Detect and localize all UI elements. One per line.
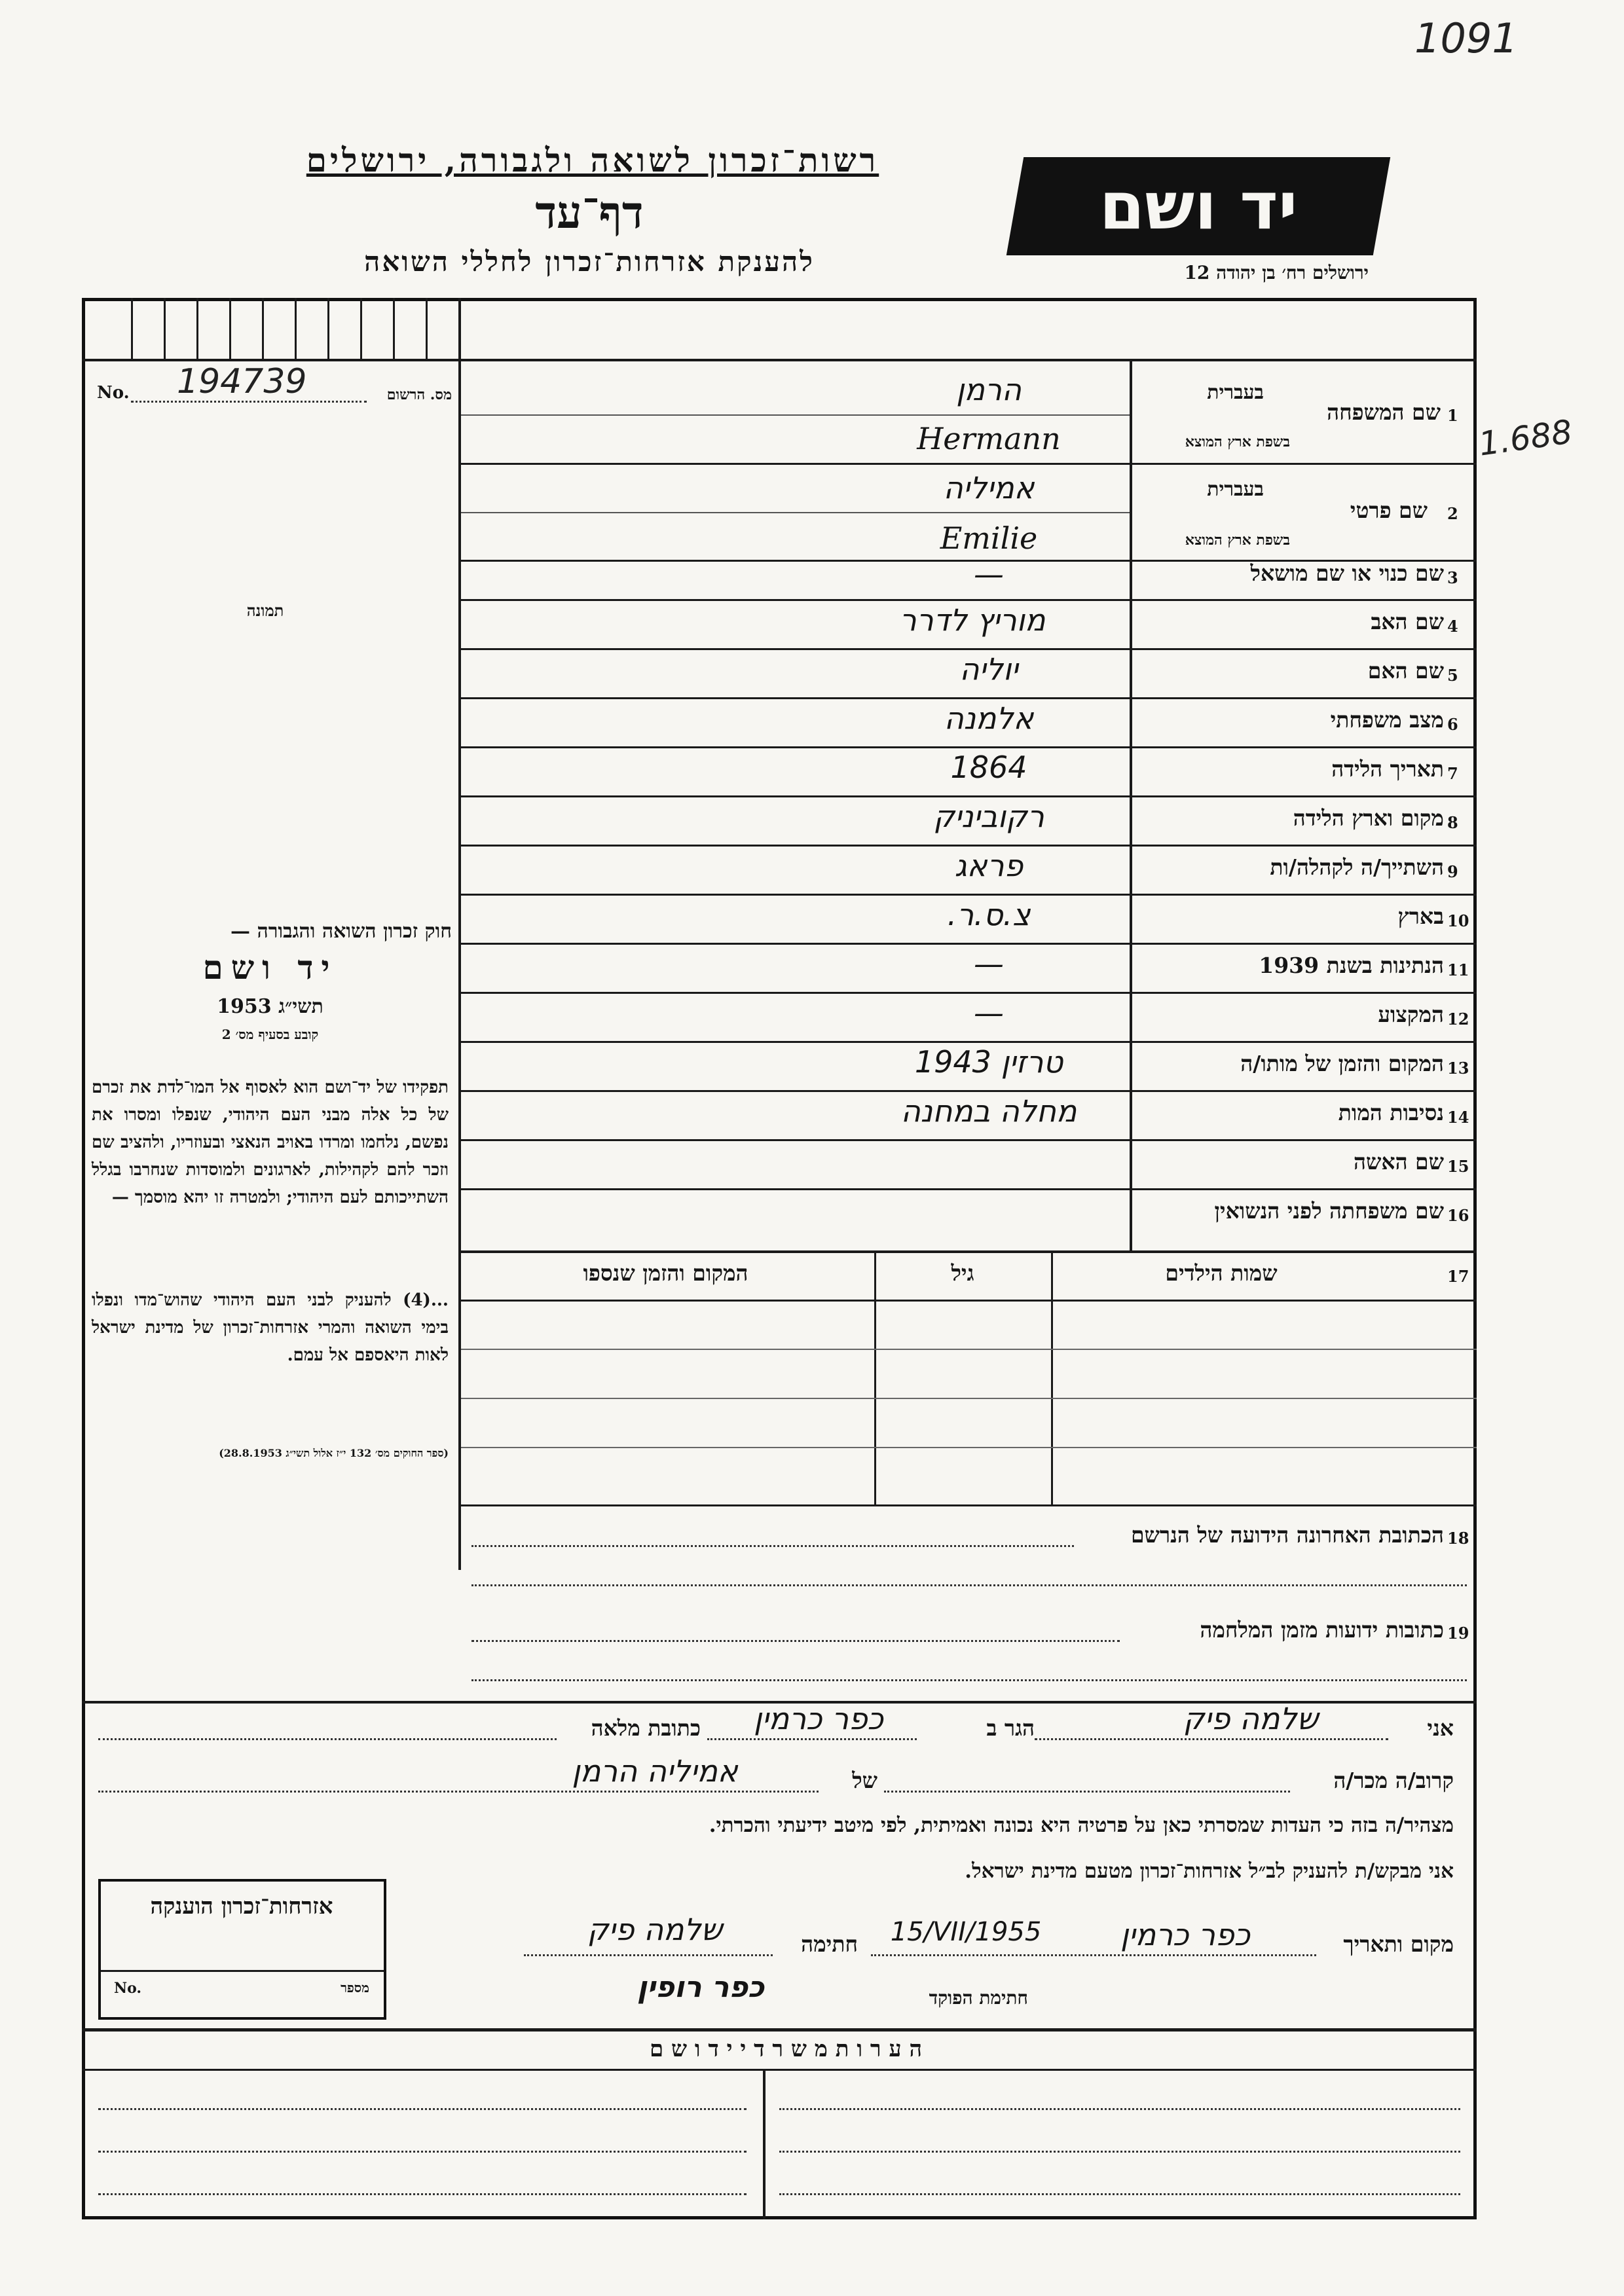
decl-of-name: אמיליה הרמן <box>572 1753 738 1789</box>
decl-signature-label: חתימה <box>801 1931 858 1957</box>
field-19-number: 19 <box>1447 1624 1469 1643</box>
registration-number: 194739 <box>177 362 307 401</box>
field-value: 1864 <box>950 750 1027 785</box>
decl-hagar: הגר ב <box>986 1715 1035 1741</box>
archive-number: 1091 <box>1414 14 1518 62</box>
law-paragraph-2: ...(4) להעניק לבני העם היהודי שהוש־מדו ונפלו בימי השואה והמרי אזרחות־זכרון של מדינת ישראל לאות היאספם אל עמם. <box>92 1290 449 1365</box>
decl-officer-label: חתימת הפוקד <box>929 1987 1028 2009</box>
field-number: 3 <box>1447 568 1458 587</box>
photo-label: תמונה <box>246 601 284 620</box>
field-number: 4 <box>1447 617 1458 636</box>
field-value: רקוביניק <box>933 799 1044 834</box>
field-label: בארץ <box>1397 903 1444 929</box>
field-value-hebrew: אמיליה <box>943 470 1035 505</box>
decl-line3: מצהיר/ה בזה כי העדות שמסרתי כאן על פרטיה היא נכונה ואמיתית, לפי מיטב ידיעתי והכרתי. <box>709 1813 1454 1837</box>
field-number: 2 <box>1447 504 1458 523</box>
remarks-title: ה ע ר ו ת מ ש ר ד י י ד ו ש ם <box>649 2036 923 2062</box>
field-label: השתייך/ה לקהלה/ות <box>1270 854 1444 880</box>
children-col-place: המקום והזמן שנספו <box>583 1260 748 1286</box>
decl-of: של <box>852 1768 877 1793</box>
yad-vashem-logo <box>1006 157 1390 255</box>
field-label: מצב משפחתי <box>1330 707 1444 733</box>
field-19-label: כתובות ידועות מזמן המלחמה <box>1200 1617 1444 1643</box>
field-number: 9 <box>1447 862 1458 881</box>
decl-signature-value: שלמה פיק <box>587 1912 723 1947</box>
field-number: 15 <box>1447 1157 1469 1176</box>
field-number: 13 <box>1447 1059 1469 1078</box>
field-value-origin: Emilie <box>940 520 1038 556</box>
field-value: יוליה <box>959 651 1018 687</box>
field-label: שם האם <box>1367 658 1444 683</box>
field-number: 11 <box>1447 960 1469 979</box>
form-title: דף־עד <box>535 187 644 239</box>
award-title: אזרחות־זכרון הוענקה <box>150 1893 333 1920</box>
field-number: 5 <box>1447 666 1458 685</box>
lang-origin-1: בשפת ארץ המוצא <box>1185 433 1290 450</box>
decl-full-address: כתובת מלאה <box>591 1715 701 1741</box>
law-title: חוק זכרון השואה והגבורה — <box>231 920 452 943</box>
decl-ani: אני <box>1427 1715 1454 1741</box>
field-label: מקום וארץ הלידה <box>1293 805 1444 831</box>
field-value-origin: Hermann <box>917 421 1061 456</box>
field-number: 6 <box>1447 715 1458 734</box>
law-source: (ספר החוקים מס׳ 132 י״ז אלול תשי״ג 28.8.1953) <box>219 1447 449 1459</box>
decl-place: כפר כרמין <box>754 1701 883 1736</box>
field-label: המקום והזמן של מותו/ה <box>1240 1051 1444 1076</box>
decl-place-value: כפר כרמין <box>1120 1917 1250 1952</box>
field-label: שם כנוי או שם מושאל <box>1250 560 1444 586</box>
field-label: נסיבות המות <box>1338 1100 1444 1125</box>
decl-stamp: כפר רופין <box>637 1971 765 2004</box>
field-label: הנתינות בשנת 1939 <box>1259 953 1444 978</box>
field-number: 12 <box>1447 1010 1469 1029</box>
side-number: 1.688 <box>1476 412 1575 464</box>
decl-place-date-label: מקום ותאריך <box>1343 1931 1454 1957</box>
decl-line4: אני מבקש/ת להעניק לב״ל אזרחות־זכרון מטעם מדינת ישראל. <box>965 1859 1454 1883</box>
award-box <box>98 1879 386 2020</box>
law-clause: קובע בסעיף מס׳ 2 <box>221 1027 319 1042</box>
field-label: שם האשה <box>1354 1149 1444 1175</box>
decl-relative: קרוב/ה מכר/ה <box>1333 1768 1454 1793</box>
field-value: — <box>974 946 1004 981</box>
law-name: יד ושם <box>202 948 338 987</box>
law-paragraph-1: תפקידו של יד־ושם הוא לאסוף אל המו־לדת את זכרם של כל אלה מבני העם היהודי, שנפלו ומסרו את נפשם, נלחמו ומרדו באויב הנאצי ובעוזריו, ולהציב שם וזכר להם לקהילות, לארגונים ולמוסדות שנחרבו בגלל השתייכותם לעם היהודי; ולמטרה זו יהא מוסמך — <box>92 1078 449 1207</box>
field-value-hebrew: הרמן <box>956 372 1022 407</box>
children-number: 17 <box>1447 1267 1469 1286</box>
lang-hebrew-2: בעברית <box>1207 478 1264 501</box>
award-no-en: No. <box>114 1980 142 1997</box>
field-label: המקצוע <box>1378 1002 1444 1027</box>
field-number: 1 <box>1447 406 1458 425</box>
field-label: שם פרטי <box>1350 498 1428 523</box>
field-value: אלמנה <box>944 701 1034 736</box>
field-value: טרזין 1943 <box>914 1044 1063 1080</box>
field-number: 16 <box>1447 1206 1469 1225</box>
field-value: — <box>974 995 1004 1030</box>
children-col-age: גיל <box>951 1260 974 1286</box>
field-label: שם המשפחה <box>1327 399 1441 425</box>
field-label: שם האב <box>1371 609 1444 634</box>
law-year: תשי״ג 1953 <box>217 995 323 1018</box>
award-no-he: מספר <box>341 1980 369 1995</box>
field-label: תאריך הלידה <box>1331 756 1444 782</box>
lang-origin-2: בשפת ארץ המוצא <box>1185 532 1290 549</box>
reg-label-he: מס. הרשום <box>386 386 452 403</box>
field-number: 14 <box>1447 1108 1469 1127</box>
field-value: — <box>974 556 1004 592</box>
field-number: 10 <box>1447 911 1469 930</box>
field-value: מחלה במחנה <box>900 1093 1077 1129</box>
field-value: פראג <box>954 848 1024 883</box>
field-label: שם משפחתה לפני הנשואין <box>1214 1198 1444 1224</box>
field-value: צ.ס.ר. <box>947 897 1031 932</box>
field-18-number: 18 <box>1447 1529 1469 1548</box>
field-value: מוריץ לדרר <box>899 602 1046 638</box>
decl-date-value: 15/VII/1955 <box>890 1917 1042 1947</box>
decl-name: שלמה פיק <box>1183 1701 1319 1736</box>
authority-name: רשות־זכרון לשואה ולגבורה, ירושלים <box>306 141 879 179</box>
lang-hebrew-1: בעברית <box>1207 381 1264 404</box>
field-number: 7 <box>1447 764 1458 783</box>
field-18-label: הכתובת האחרונה הידועה של הנרשם <box>1130 1522 1444 1548</box>
children-col-names: שמות הילדים <box>1165 1260 1278 1286</box>
logo-text: יד ושם <box>1099 168 1298 244</box>
reg-label-en: No. <box>97 383 130 403</box>
form-subtitle: להענקת אזרחות־זכרון לחללי השואה <box>364 246 815 278</box>
field-number: 8 <box>1447 813 1458 832</box>
address: ירושלים רח׳ בן יהודה 12 <box>1184 262 1369 283</box>
